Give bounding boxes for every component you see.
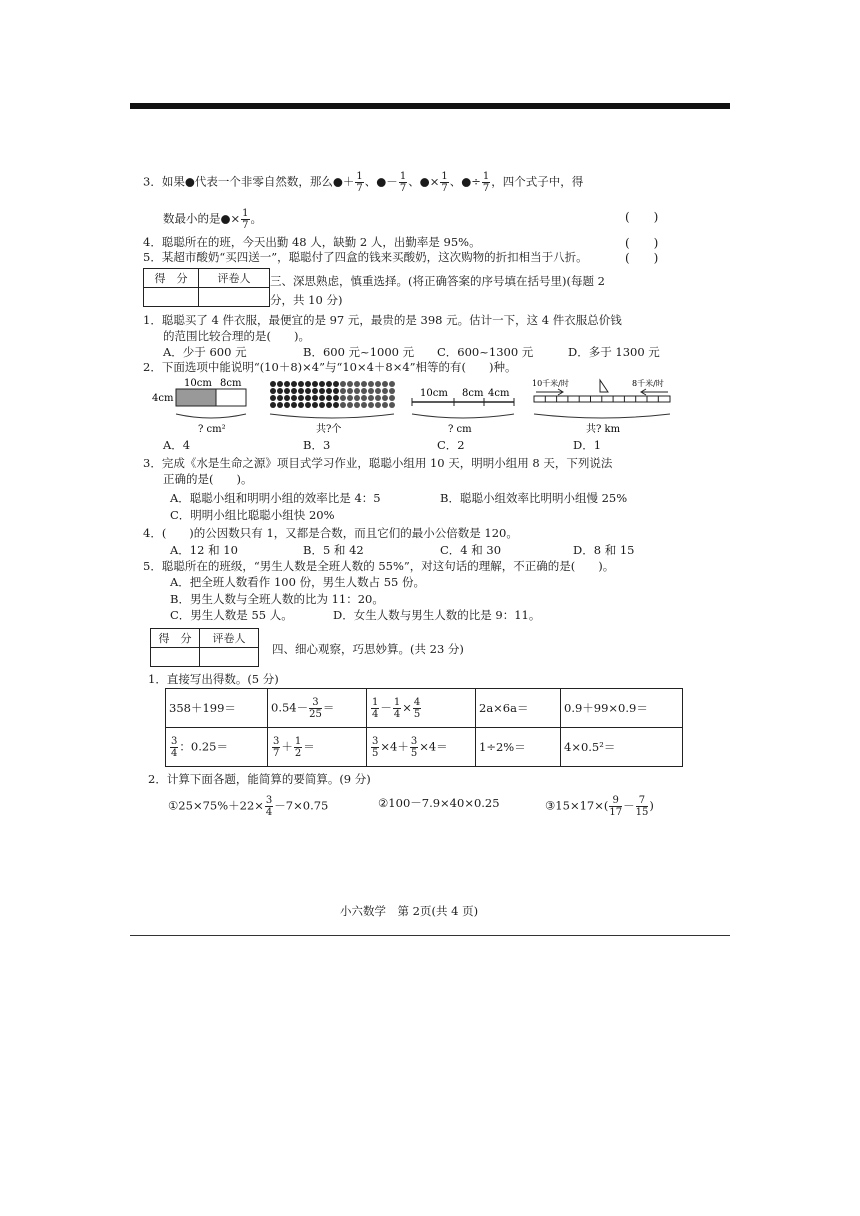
dot <box>305 402 311 408</box>
s4-q2-expr3: ③15×17×( $\frac{9}{17}$ － $\frac{7}{15}$ ) <box>545 795 654 818</box>
dot <box>277 388 283 394</box>
dot <box>354 381 360 387</box>
fig1-top1: 10cm <box>184 378 212 389</box>
dot <box>270 381 276 387</box>
dot <box>347 388 353 394</box>
dot <box>319 402 325 408</box>
s3-q5: 5．聪聪所在的班级，“男生人数是全班人数的 55%”，对这句话的理解，不正确的是( )。 <box>143 559 615 573</box>
s3-q4: 4．( )的公因数只有 1，又都是合数，而且它们的最小公倍数是 120。 <box>143 526 518 540</box>
dot <box>319 388 325 394</box>
dot <box>361 381 367 387</box>
fraction: $\frac{1}{7}$ <box>399 171 407 194</box>
s3-q1: 1．聪聪买了 4 件衣服，最便宜的是 97 元，最贵的是 398 元。估计一下，这 4 件衣服总价钱 <box>143 313 622 327</box>
fig4-road-ticks <box>545 396 658 402</box>
s3-q2-figures <box>148 374 688 436</box>
dot <box>347 402 353 408</box>
s4-q2-expr1: ①25×75%＋22× $\frac{3}{4}$ －7×0.75 <box>168 795 329 818</box>
fig4-left: 10千米/时 <box>532 379 569 388</box>
score-label: 得 分 <box>144 269 199 288</box>
dot <box>284 395 290 401</box>
fig1-left: 4cm <box>152 393 174 404</box>
dot <box>354 395 360 401</box>
dot <box>340 395 346 401</box>
dot <box>333 395 339 401</box>
dot <box>333 402 339 408</box>
grader-label: 评卷人 <box>200 629 259 648</box>
dot <box>284 388 290 394</box>
dot <box>375 388 381 394</box>
dot <box>312 402 318 408</box>
dot <box>375 395 381 401</box>
option[interactable]: B．男生人数与全班人数的比为 11：20。 <box>170 592 384 606</box>
fig2-dot-grid <box>270 381 395 408</box>
dot <box>326 388 332 394</box>
dot <box>284 402 290 408</box>
dot <box>312 388 318 394</box>
dot <box>312 381 318 387</box>
option[interactable]: D．女生人数与男生人数的比是 9：11。 <box>333 608 541 622</box>
dot <box>382 402 388 408</box>
s4-q2-expr2: ②100－7.9×40×0.25 <box>378 796 500 810</box>
fraction: $\frac{1}{7}$ <box>356 171 363 194</box>
calc-cell[interactable]: $\frac{3}{5}$ ×4＋ $\frac{3}{5}$ ×4＝ <box>367 728 476 767</box>
dot <box>375 381 381 387</box>
dot <box>354 402 360 408</box>
calc-cell[interactable]: 0.9＋99×0.9＝ <box>561 689 683 728</box>
fig1-white-rect <box>216 389 246 406</box>
option[interactable]: D．8 和 15 <box>573 543 635 557</box>
option[interactable]: C．明明小组比聪聪小组快 20% <box>170 508 335 522</box>
dot <box>319 395 325 401</box>
option[interactable]: D．1 <box>573 438 602 452</box>
fig3-brace <box>412 414 514 418</box>
answer-paren[interactable]: ( ) <box>625 210 659 224</box>
answer-paren[interactable]: ( ) <box>625 236 659 250</box>
grader-cell[interactable] <box>199 288 270 307</box>
option[interactable]: C．4 和 30 <box>440 543 502 557</box>
s3-q3-cont: 正确的是( )。 <box>163 472 253 486</box>
option[interactable]: C．2 <box>437 438 465 452</box>
dot <box>291 395 297 401</box>
dot <box>375 402 381 408</box>
s3-q2: 2．下面选项中能说明“(10＋8)×4”与“10×4＋8×4”相等的有( )种。 <box>143 360 517 374</box>
dot <box>270 395 276 401</box>
dot <box>361 388 367 394</box>
fig1-top2: 8cm <box>220 378 242 389</box>
dot <box>389 402 395 408</box>
option[interactable]: A．12 和 10 <box>170 543 238 557</box>
bottom-rule <box>130 935 730 936</box>
section3-title-cont: 分，共 10 分) <box>270 293 343 307</box>
calc-cell[interactable]: 0.54－ $\frac{3}{25}$ ＝ <box>268 689 367 728</box>
dot <box>277 402 283 408</box>
calc-cell[interactable]: 4×0.5²＝ <box>561 728 683 767</box>
option[interactable]: A．4 <box>163 438 191 452</box>
fig3-below: ? cm <box>448 424 472 435</box>
page-footer: 小六数学 第 2页(共 4 页) <box>340 904 479 918</box>
dot <box>284 381 290 387</box>
fig1-shaded-rect <box>176 389 216 406</box>
dot <box>368 395 374 401</box>
fig4-below: 共? km <box>586 424 621 435</box>
section3-title: 三、深思熟虑，慎重选择。(将正确答案的序号填在括号里)(每题 2 <box>270 274 605 288</box>
dot <box>382 388 388 394</box>
dot <box>368 381 374 387</box>
calc-cell[interactable]: 1÷2%＝ <box>476 728 561 767</box>
dot <box>291 381 297 387</box>
dot <box>270 388 276 394</box>
option[interactable]: C．600~1300 元 <box>437 345 534 359</box>
dot <box>305 381 311 387</box>
score-box <box>143 268 270 307</box>
dot <box>368 388 374 394</box>
dot <box>270 402 276 408</box>
flag-icon <box>600 380 608 392</box>
dot <box>347 381 353 387</box>
dot <box>340 381 346 387</box>
score-cell[interactable] <box>151 648 200 667</box>
dot <box>382 395 388 401</box>
dot <box>333 381 339 387</box>
dot <box>305 388 311 394</box>
fig2-below: 共?个 <box>316 424 342 435</box>
dot <box>326 381 332 387</box>
dot <box>291 388 297 394</box>
dot <box>277 395 283 401</box>
grader-cell[interactable] <box>200 648 259 667</box>
answer-paren[interactable]: ( ) <box>625 251 659 265</box>
dot <box>389 388 395 394</box>
section4-title: 四、细心观察，巧思妙算。(共 23 分) <box>272 642 464 656</box>
dot <box>298 381 304 387</box>
calc-cell[interactable]: 358＋199＝ <box>166 689 268 728</box>
fig3-top3: 4cm <box>488 388 510 399</box>
dot <box>389 381 395 387</box>
dot <box>389 395 395 401</box>
option[interactable]: D．多于 1300 元 <box>568 345 660 359</box>
calc-cell[interactable]: $\frac{3}{7}$ ＋ $\frac{1}{2}$ ＝ <box>268 728 367 767</box>
dot <box>340 402 346 408</box>
fig1-below: ? cm² <box>198 424 226 435</box>
dot <box>319 381 325 387</box>
score-box <box>150 628 259 667</box>
dot <box>382 381 388 387</box>
dot <box>298 402 304 408</box>
option[interactable]: C．男生人数是 55 人。 <box>170 608 293 622</box>
s4-q1: 1．直接写出得数。(5 分) <box>148 672 279 686</box>
dot <box>354 388 360 394</box>
dot <box>305 395 311 401</box>
option[interactable]: B．5 和 42 <box>303 543 364 557</box>
calc-cell[interactable]: $\frac{3}{4}$ ：0.25＝ <box>166 728 268 767</box>
fig3-top2: 8cm <box>462 388 484 399</box>
fig4-right: 8千米/时 <box>632 379 664 388</box>
option[interactable]: B．3 <box>303 438 331 452</box>
judge-q5: 5．某超市酸奶“买四送一”，聪聪付了四盒的钱来买酸奶，这次购物的折扣相当于八折。 <box>143 250 588 264</box>
s4-q2: 2．计算下面各题，能简算的要简算。(9 分) <box>148 772 371 786</box>
score-label: 得 分 <box>151 629 200 648</box>
s3-q3: 3．完成《水是生命之源》项目式学习作业，聪聪小组用 10 天，明明小组用 8 天，下列说法 <box>143 456 613 470</box>
option[interactable]: B．聪聪小组效率比明明小组慢 25% <box>440 491 628 505</box>
mental-calc-table <box>165 688 683 767</box>
s3-q1-cont: 的范围比较合理的是( )。 <box>163 329 310 343</box>
dot <box>326 395 332 401</box>
option[interactable]: A．少于 600 元 <box>163 345 247 359</box>
fraction: $\frac{1}{7}$ <box>242 208 249 231</box>
dot <box>361 395 367 401</box>
judge-q3-line1: 3．如果●代表一个非零自然数，那么●＋ $\frac{1}{7}$ 、●－ $\frac{1}{7}$ 、●× $\frac{1}{7}$ 、●÷ $\frac{1}{7}$ ，四个式子中，得 <box>143 171 584 194</box>
dot <box>298 388 304 394</box>
grader-label: 评卷人 <box>199 269 270 288</box>
fig1-brace <box>176 414 246 418</box>
option[interactable]: A．聪聪小组和明明小组的效率比是 4：5 <box>170 491 381 505</box>
dot <box>347 395 353 401</box>
top-border-bar <box>130 103 730 109</box>
fraction: $\frac{1}{7}$ <box>441 171 448 194</box>
option[interactable]: A．把全班人数看作 100 份，男生人数占 55 份。 <box>170 575 426 589</box>
judge-q4: 4．聪聪所在的班，今天出勤 48 人，缺勤 2 人，出勤率是 95%。 <box>143 235 481 249</box>
calc-cell[interactable]: 2a×6a＝ <box>476 689 561 728</box>
fig4-brace <box>534 414 670 418</box>
dot <box>326 402 332 408</box>
calc-cell[interactable]: $\frac{1}{4}$ － $\frac{1}{4}$ × $\frac{4}{5}$ <box>367 689 476 728</box>
dot <box>298 395 304 401</box>
dot <box>361 402 367 408</box>
dot <box>340 388 346 394</box>
score-cell[interactable] <box>144 288 199 307</box>
fraction: $\frac{1}{7}$ <box>482 171 490 194</box>
fig3-top1: 10cm <box>420 388 448 399</box>
dot <box>291 402 297 408</box>
dot <box>312 395 318 401</box>
fig2-brace <box>270 414 394 418</box>
option[interactable]: B．600 元~1000 元 <box>303 345 415 359</box>
dot <box>333 388 339 394</box>
dot <box>277 381 283 387</box>
judge-q3-line2: 数最小的是●× $\frac{1}{7}$ 。 <box>163 208 263 231</box>
dot <box>368 402 374 408</box>
